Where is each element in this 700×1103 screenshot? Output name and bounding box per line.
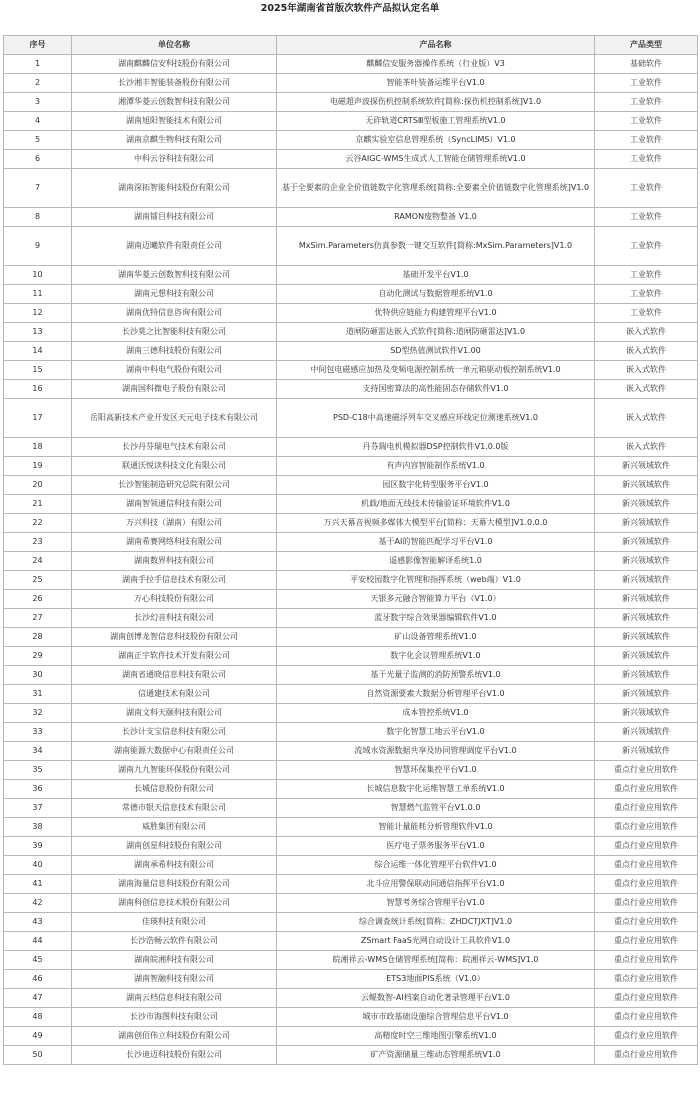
product-name: 基于AI的智能匹配学习平台V1.0	[277, 533, 595, 552]
company-name: 威胜集团有限公司	[72, 818, 277, 837]
company-name: 长沙市海图科技有限公司	[72, 1008, 277, 1027]
company-name: 中科云谷科技有限公司	[72, 150, 277, 169]
row-index: 28	[4, 628, 72, 647]
company-name: 湖南镭目科技有限公司	[72, 208, 277, 227]
product-name: 综合调查统计系统[简称：ZHDCTJXT]V1.0	[277, 913, 595, 932]
product-name: 机载/地面无线技术传输验证环境软件V1.0	[277, 495, 595, 514]
table-row	[4, 476, 698, 495]
product-type: 工业软件	[595, 227, 698, 266]
company-name: 湖南迈曦软件有限责任公司	[72, 227, 277, 266]
product-type: 新兴领域软件	[595, 742, 698, 761]
company-name: 万心科技股份有限公司	[72, 590, 277, 609]
row-index: 14	[4, 342, 72, 361]
table-row	[4, 799, 698, 818]
table-row	[4, 666, 698, 685]
product-type: 重点行业应用软件	[595, 1008, 698, 1027]
product-name: 医疗电子票务服务平台V1.0	[277, 837, 595, 856]
table-row	[4, 932, 698, 951]
company-name: 湖南中科电气股份有限公司	[72, 361, 277, 380]
product-name: 基于全要素的企业全价值链数字化管理系统[简称:全要素全价值链数字化管理系统]V1.0	[277, 169, 595, 208]
table-row	[4, 704, 698, 723]
header-product: 产品名称	[277, 36, 595, 55]
company-name: 湖南正宇软件技术开发有限公司	[72, 647, 277, 666]
row-index: 32	[4, 704, 72, 723]
company-name: 长沙迪迈科技股份有限公司	[72, 1046, 277, 1065]
table-row	[4, 780, 698, 799]
company-name: 湖南京麒生物科技有限公司	[72, 131, 277, 150]
table-row	[4, 457, 698, 476]
product-name: 基于光量子监测的消防预警系统V1.0	[277, 666, 595, 685]
table-row	[4, 74, 698, 93]
company-name: 湖南九九智能环保股份有限公司	[72, 761, 277, 780]
row-index: 25	[4, 571, 72, 590]
header-row	[4, 36, 698, 55]
row-index: 35	[4, 761, 72, 780]
company-name: 湖南三德科技股份有限公司	[72, 342, 277, 361]
table-row	[4, 970, 698, 989]
product-type: 工业软件	[595, 131, 698, 150]
product-name: 平安校园数字化管理和指挥系统（web端）V1.0	[277, 571, 595, 590]
product-type: 重点行业应用软件	[595, 856, 698, 875]
product-name: 云鲲数智-AI档案自动化著录管理平台V1.0	[277, 989, 595, 1008]
row-index: 39	[4, 837, 72, 856]
table-row	[4, 951, 698, 970]
company-name: 岳阳高新技术产业开发区天元电子技术有限公司	[72, 399, 277, 438]
product-type: 新兴领域软件	[595, 685, 698, 704]
company-name: 湖南创佰伟立科技股份有限公司	[72, 1027, 277, 1046]
product-type: 工业软件	[595, 266, 698, 285]
product-type: 新兴领域软件	[595, 495, 698, 514]
table-row	[4, 55, 698, 74]
product-name: 中间包电磁感应加热及变频电源控制系统一单元箱驱动板控制系统V1.0	[277, 361, 595, 380]
product-type: 新兴领域软件	[595, 723, 698, 742]
product-type: 新兴领域软件	[595, 552, 698, 571]
product-name: 智能计量能耗分析管理软件V1.0	[277, 818, 595, 837]
row-index: 15	[4, 361, 72, 380]
table-row	[4, 590, 698, 609]
product-name: 皖湘祥云-WMS仓储管理系统[简称：皖湘祥云-WMS]V1.0	[277, 951, 595, 970]
table-row	[4, 131, 698, 150]
table-row	[4, 761, 698, 780]
product-type: 重点行业应用软件	[595, 1046, 698, 1065]
table-row	[4, 628, 698, 647]
row-index: 16	[4, 380, 72, 399]
company-name: 湖南数界科技有限公司	[72, 552, 277, 571]
table-row	[4, 989, 698, 1008]
row-index: 33	[4, 723, 72, 742]
product-name: 优特供应链能力构建管理平台V1.0	[277, 304, 595, 323]
table-row	[4, 169, 698, 208]
row-index: 24	[4, 552, 72, 571]
table-row	[4, 361, 698, 380]
table-row	[4, 304, 698, 323]
row-index: 37	[4, 799, 72, 818]
product-name: 长城信息数字化运维智慧工单系统V1.0	[277, 780, 595, 799]
company-name: 湖南海量信息科技股份有限公司	[72, 875, 277, 894]
product-type: 重点行业应用软件	[595, 837, 698, 856]
table-row	[4, 514, 698, 533]
row-index: 5	[4, 131, 72, 150]
row-index: 1	[4, 55, 72, 74]
row-index: 6	[4, 150, 72, 169]
row-index: 10	[4, 266, 72, 285]
table-row	[4, 93, 698, 112]
row-index: 23	[4, 533, 72, 552]
product-name: 天银多元融合智能算力平台（V1.0）	[277, 590, 595, 609]
table-row	[4, 894, 698, 913]
product-name: 万兴天幕音视频多媒体大模型平台[简称：天幕大模型]V1.0.0.0	[277, 514, 595, 533]
table-row	[4, 837, 698, 856]
row-index: 46	[4, 970, 72, 989]
product-name: 城市市政基础设施综合管理信息平台V1.0	[277, 1008, 595, 1027]
company-name: 湖南承希科技有限公司	[72, 856, 277, 875]
header-company: 单位名称	[72, 36, 277, 55]
product-type: 嵌入式软件	[595, 380, 698, 399]
product-type: 嵌入式软件	[595, 323, 698, 342]
table-row	[4, 533, 698, 552]
table-row	[4, 112, 698, 131]
company-name: 长沙丹芬瑞电气技术有限公司	[72, 438, 277, 457]
product-type: 重点行业应用软件	[595, 799, 698, 818]
row-index: 19	[4, 457, 72, 476]
product-type: 重点行业应用软件	[595, 932, 698, 951]
header-type: 产品类型	[595, 36, 698, 55]
product-type: 新兴领域软件	[595, 571, 698, 590]
company-name: 湖南优特信息咨询有限公司	[72, 304, 277, 323]
product-type: 新兴领域软件	[595, 647, 698, 666]
product-type: 嵌入式软件	[595, 342, 698, 361]
product-name: 道闸防砸雷达嵌入式软件[简称:道闸防砸雷达]V1.0	[277, 323, 595, 342]
company-name: 长沙幻音科技有限公司	[72, 609, 277, 628]
product-name: 矿山设备管理系统V1.0	[277, 628, 595, 647]
company-name: 湖南云档信息科技有限公司	[72, 989, 277, 1008]
product-name: 丹芬瑞电机模拟器DSP控制软件V1.0.0版	[277, 438, 595, 457]
table-row	[4, 266, 698, 285]
product-name: 矿产资源储量三维动态管理系统V1.0	[277, 1046, 595, 1065]
product-name: 智慧燃气监管平台V1.0.0	[277, 799, 595, 818]
product-type: 重点行业应用软件	[595, 989, 698, 1008]
company-name: 长沙智能制造研究总院有限公司	[72, 476, 277, 495]
table-row	[4, 875, 698, 894]
product-type: 工业软件	[595, 285, 698, 304]
product-name: 数字化会议管理系统V1.0	[277, 647, 595, 666]
table-row	[4, 438, 698, 457]
row-index: 22	[4, 514, 72, 533]
row-index: 4	[4, 112, 72, 131]
product-type: 工业软件	[595, 112, 698, 131]
row-index: 38	[4, 818, 72, 837]
product-type: 重点行业应用软件	[595, 780, 698, 799]
table-row	[4, 1046, 698, 1065]
row-index: 30	[4, 666, 72, 685]
product-name: 高精度时空三维地图引擎系统V1.0	[277, 1027, 595, 1046]
product-type: 新兴领域软件	[595, 476, 698, 495]
product-type: 重点行业应用软件	[595, 1027, 698, 1046]
product-name: 基础开发平台V1.0	[277, 266, 595, 285]
product-type: 基础软件	[595, 55, 698, 74]
product-name: 无砟轨道CRTSⅢ型板施工管理系统V1.0	[277, 112, 595, 131]
table-row	[4, 342, 698, 361]
product-type: 嵌入式软件	[595, 399, 698, 438]
row-index: 2	[4, 74, 72, 93]
product-type: 工业软件	[595, 208, 698, 227]
company-name: 湖南手拉手信息技术有限公司	[72, 571, 277, 590]
row-index: 29	[4, 647, 72, 666]
row-index: 8	[4, 208, 72, 227]
table-row	[4, 323, 698, 342]
company-name: 长沙莫之比智能科技有限公司	[72, 323, 277, 342]
company-name: 湖南旭阳智能技术有限公司	[72, 112, 277, 131]
product-name: ZSmart FaaS光网自动设计工具软件V1.0	[277, 932, 595, 951]
product-type: 工业软件	[595, 304, 698, 323]
product-name: 北斗应用警保联动同通信指挥平台V1.0	[277, 875, 595, 894]
product-name: 遥感影像智能解译系统1.0	[277, 552, 595, 571]
company-name: 佳瑛科技有限公司	[72, 913, 277, 932]
company-name: 联通沃悦读科技文化有限公司	[72, 457, 277, 476]
product-type: 嵌入式软件	[595, 361, 698, 380]
product-type: 重点行业应用软件	[595, 951, 698, 970]
company-name: 湖南省通晓信息科技有限公司	[72, 666, 277, 685]
row-index: 26	[4, 590, 72, 609]
product-name: 电磁超声波探伤机控制系统软件[简称:探伤机控制系统]V1.0	[277, 93, 595, 112]
row-index: 41	[4, 875, 72, 894]
company-name: 湖南皖湘科技有限公司	[72, 951, 277, 970]
row-index: 21	[4, 495, 72, 514]
table-row	[4, 399, 698, 438]
page-title: 2025年湖南省首版次软件产品拟认定名单	[260, 3, 440, 14]
table-row	[4, 913, 698, 932]
product-name: 智慧考务综合管理平台V1.0	[277, 894, 595, 913]
product-name: 成本管控系统V1.0	[277, 704, 595, 723]
product-name: 自动化测试与数据管理系统V1.0	[277, 285, 595, 304]
company-name: 长沙浩畅云软件有限公司	[72, 932, 277, 951]
company-name: 湖南希赛网络科技有限公司	[72, 533, 277, 552]
row-index: 36	[4, 780, 72, 799]
product-type: 重点行业应用软件	[595, 818, 698, 837]
product-type: 工业软件	[595, 93, 698, 112]
company-name: 湖南深拓智能科技股份有限公司	[72, 169, 277, 208]
product-type: 工业软件	[595, 150, 698, 169]
table-row	[4, 723, 698, 742]
product-type: 工业软件	[595, 169, 698, 208]
company-name: 湖南智领通信科技有限公司	[72, 495, 277, 514]
table-row	[4, 571, 698, 590]
company-name: 湖南元想科技有限公司	[72, 285, 277, 304]
product-type: 新兴领域软件	[595, 609, 698, 628]
product-type: 嵌入式软件	[595, 438, 698, 457]
company-name: 长城信息股份有限公司	[72, 780, 277, 799]
table-row	[4, 647, 698, 666]
product-name: 数字化智慧工地云平台V1.0	[277, 723, 595, 742]
product-type: 新兴领域软件	[595, 666, 698, 685]
product-name: SD型热值测试软件V1.00	[277, 342, 595, 361]
product-type: 重点行业应用软件	[595, 761, 698, 780]
company-name: 湖南麒麟信安科技股份有限公司	[72, 55, 277, 74]
row-index: 27	[4, 609, 72, 628]
row-index: 42	[4, 894, 72, 913]
product-name: 云谷AIGC-WMS生成式人工智能仓储管理系统V1.0	[277, 150, 595, 169]
product-type: 工业软件	[595, 74, 698, 93]
row-index: 34	[4, 742, 72, 761]
row-index: 47	[4, 989, 72, 1008]
row-index: 18	[4, 438, 72, 457]
product-name: ETS3地面PIS系统（V1.0）	[277, 970, 595, 989]
row-index: 44	[4, 932, 72, 951]
product-name: 自然资源要素大数据分析管理平台V1.0	[277, 685, 595, 704]
company-name: 长沙计支宝信息科技有限公司	[72, 723, 277, 742]
row-index: 17	[4, 399, 72, 438]
product-name: 京麒实验室信息管理系统（SyncLIMS）V1.0	[277, 131, 595, 150]
table-row	[4, 1027, 698, 1046]
table-row	[4, 609, 698, 628]
row-index: 50	[4, 1046, 72, 1065]
product-type: 新兴领域软件	[595, 514, 698, 533]
row-index: 3	[4, 93, 72, 112]
product-name: PSD-C18中高速磁浮列车交叉感应环线定位测速系统V1.0	[277, 399, 595, 438]
product-type: 新兴领域软件	[595, 457, 698, 476]
table-row	[4, 1008, 698, 1027]
table-row	[4, 856, 698, 875]
product-list-table	[3, 35, 698, 1065]
product-type: 重点行业应用软件	[595, 894, 698, 913]
row-index: 45	[4, 951, 72, 970]
product-type: 新兴领域软件	[595, 628, 698, 647]
product-name: MxSim.Parameters仿真参数一键交互软件[简称:MxSim.Parameters]V1.0	[277, 227, 595, 266]
table-row	[4, 150, 698, 169]
company-name: 湖南创星科技股份有限公司	[72, 837, 277, 856]
table-row	[4, 227, 698, 266]
product-name: 园区数字化转型服务平台V1.0	[277, 476, 595, 495]
product-type: 新兴领域软件	[595, 704, 698, 723]
row-index: 13	[4, 323, 72, 342]
row-index: 12	[4, 304, 72, 323]
company-name: 信通建技术有限公司	[72, 685, 277, 704]
company-name: 常德市银天信息技术有限公司	[72, 799, 277, 818]
header-index: 序号	[4, 36, 72, 55]
table-row	[4, 380, 698, 399]
company-name: 湖南能源大数据中心有限责任公司	[72, 742, 277, 761]
row-index: 31	[4, 685, 72, 704]
product-type: 新兴领域软件	[595, 533, 698, 552]
row-index: 49	[4, 1027, 72, 1046]
row-index: 7	[4, 169, 72, 208]
product-name: 有声内容智能制作系统V1.0	[277, 457, 595, 476]
company-name: 湖南科创信息技术股份有限公司	[72, 894, 277, 913]
company-name: 湖南创博龙智信息科技股份有限公司	[72, 628, 277, 647]
product-name: 综合运维一体化管理平台软件V1.0	[277, 856, 595, 875]
product-name: 智慧环保集控平台V1.0	[277, 761, 595, 780]
product-type: 重点行业应用软件	[595, 913, 698, 932]
table-row	[4, 742, 698, 761]
row-index: 40	[4, 856, 72, 875]
row-index: 48	[4, 1008, 72, 1027]
row-index: 11	[4, 285, 72, 304]
table-row	[4, 552, 698, 571]
table-row	[4, 495, 698, 514]
company-name: 万兴科技（湖南）有限公司	[72, 514, 277, 533]
row-index: 9	[4, 227, 72, 266]
product-name: RAMON废物整备 V1.0	[277, 208, 595, 227]
company-name: 湖南国科微电子股份有限公司	[72, 380, 277, 399]
company-name: 湖南智融科技有限公司	[72, 970, 277, 989]
product-name: 蓝牙数字综合效果器编辑软件V1.0	[277, 609, 595, 628]
table-row	[4, 685, 698, 704]
product-type: 新兴领域软件	[595, 590, 698, 609]
product-name: 智能茶叶装备运维平台V1.0	[277, 74, 595, 93]
table-row	[4, 818, 698, 837]
product-type: 重点行业应用软件	[595, 970, 698, 989]
row-index: 20	[4, 476, 72, 495]
table-row	[4, 208, 698, 227]
company-name: 湖南华菱云创数智科技有限公司	[72, 266, 277, 285]
product-type: 重点行业应用软件	[595, 875, 698, 894]
company-name: 湖南文科天颐科技有限公司	[72, 704, 277, 723]
table-row	[4, 285, 698, 304]
row-index: 43	[4, 913, 72, 932]
product-name: 流域水资源数据共享及协同管理调度平台V1.0	[277, 742, 595, 761]
product-name: 支持国密算法的高性能固态存储软件V1.0	[277, 380, 595, 399]
company-name: 湘潭华菱云创数智科技有限公司	[72, 93, 277, 112]
company-name: 长沙湘丰智能装备股份有限公司	[72, 74, 277, 93]
product-name: 麒麟信安服务器操作系统（行业版）V3	[277, 55, 595, 74]
